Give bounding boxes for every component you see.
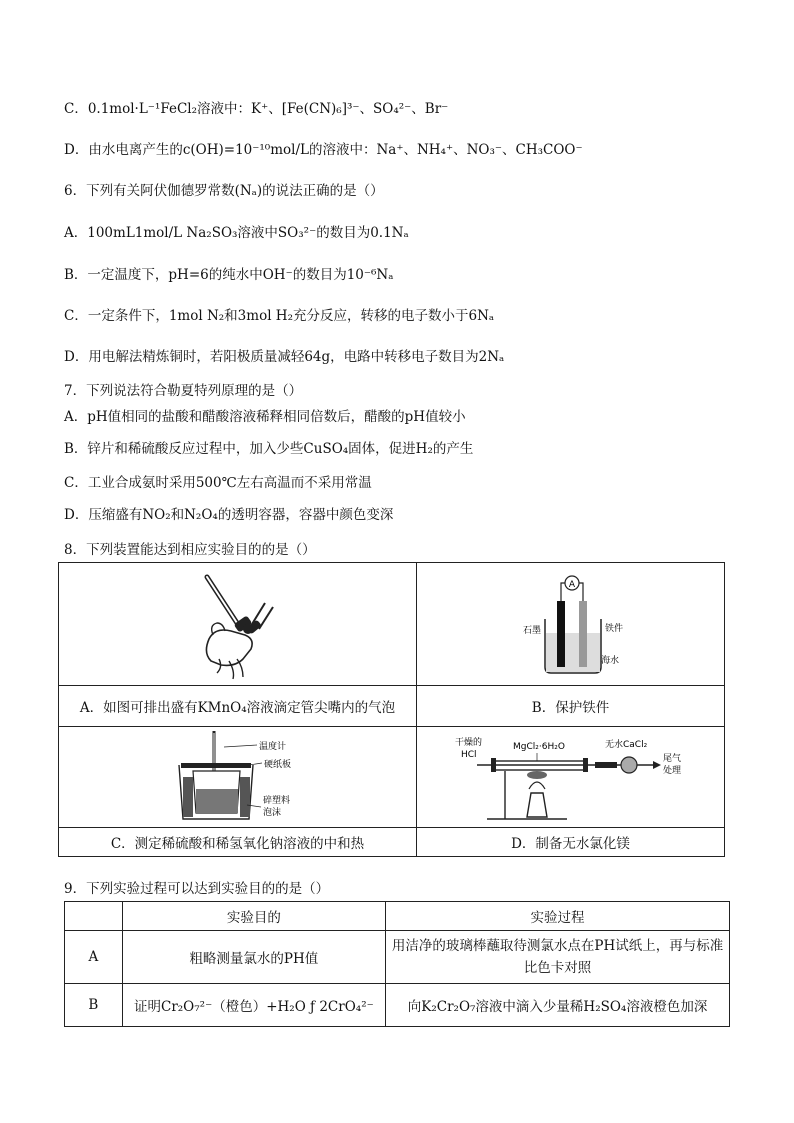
table-row [65, 984, 730, 1027]
q8-figure-a-cell [59, 563, 417, 686]
cardboard-label: 硬纸板 [264, 760, 292, 770]
tail-gas-label-1: 尾气 [663, 754, 682, 764]
row-purpose: 证明Cr₂O₇²⁻（橙色）+H₂O ƒ 2CrO₄²⁻ [122, 984, 385, 1027]
salt-label: MgCl₂·6H₂O [513, 742, 565, 752]
cacl2-label: 无水CaCl₂ [605, 740, 648, 750]
q6-option-d: D．用电解法精炼铜时，若阳极质量减轻64g，电路中转移电子数目为2Nₐ [64, 349, 505, 365]
q6-option-a: A．100mL1mol/L Na₂SO₃溶液中SO₃²⁻的数目为0.1Nₐ [64, 225, 409, 241]
thermometer-label: 温度计 [259, 742, 287, 752]
q8-figure-c [59, 727, 416, 827]
table-row [65, 931, 730, 984]
tail-gas-label-2: 处理 [663, 766, 682, 776]
hcl-label-2: HCl [461, 750, 477, 760]
q5-option-d: D．由水电离产生的c(OH)=10⁻¹⁰mol/L的溶液中：Na⁺、NH₄⁺、NO₃⁻、CH₃COO⁻ [64, 142, 583, 158]
graphite-label: 石墨 [523, 626, 542, 636]
q8-option-b: B．保护铁件 [417, 686, 725, 727]
q7-stem: 7．下列说法符合勒夏特列原理的是（） [64, 383, 303, 399]
q9-stem: 9．下列实验过程可以达到实验目的的是（） [64, 881, 330, 897]
q8-option-a: A．如图可排出盛有KMnO₄溶液滴定管尖嘴内的气泡 [59, 686, 417, 727]
table-header-cell-empty [65, 902, 123, 931]
row-label: A [65, 931, 123, 984]
hcl-label-1: 干燥的 [455, 738, 483, 748]
q7-option-a: A．pH值相同的盐酸和醋酸溶液稀释相同倍数后，醋酸的pH值较小 [64, 409, 466, 425]
seawater-label: 海水 [601, 656, 620, 666]
q7-option-d: D．压缩盛有NO₂和N₂O₄的透明容器，容器中颜色变深 [64, 507, 394, 523]
table-header-purpose: 实验目的 [122, 902, 385, 931]
row-label: B [65, 984, 123, 1027]
dehydration-apparatus-illustration [417, 727, 724, 827]
q8-stem: 8．下列装置能达到相应实验目的的是（） [64, 542, 316, 558]
q6-stem: 6．下列有关阿伏伽德罗常数(Nₐ)的说法正确的是（） [64, 183, 384, 199]
q8-figure-table [58, 562, 725, 857]
q8-figure-d-cell [417, 727, 725, 828]
q7-option-b: B．锌片和稀硫酸反应过程中，加入少些CuSO₄固体，促进H₂的产生 [64, 441, 474, 457]
calorimeter-illustration [59, 727, 416, 827]
q7-option-c: C．工业合成氨时采用500℃左右高温而不采用常温 [64, 475, 372, 491]
foam-label-1: 碎塑料 [263, 796, 291, 806]
q9-table [64, 901, 730, 1027]
q8-figure-b [417, 563, 724, 685]
table-header-process: 实验过程 [386, 902, 730, 931]
q5-option-c: C．0.1mol·L⁻¹FeCl₂溶液中：K⁺、[Fe(CN)₆]³⁻、SO₄²⁻、Br⁻ [64, 101, 449, 117]
row-process-line-1: 用洁净的玻璃棒蘸取待测氯水点在PH试纸上，再与标准 [391, 938, 724, 954]
ammeter-label: A [568, 580, 576, 590]
iron-label: 铁件 [605, 624, 624, 634]
q6-option-b: B．一定温度下，pH=6的纯水中OH⁻的数目为10⁻⁶Nₐ [64, 267, 394, 283]
foam-label-2: 泡沫 [263, 808, 282, 818]
q8-figure-c-cell [59, 727, 417, 828]
electrolysis-cell-illustration [417, 563, 724, 685]
row-process: 向K₂Cr₂O₇溶液中滴入少量稀H₂SO₄溶液橙色加深 [386, 984, 730, 1027]
burette-hand-illustration [59, 563, 416, 685]
row-purpose: 粗略测量氯水的PH值 [122, 931, 385, 984]
q6-option-c: C．一定条件下，1mol N₂和3mol H₂充分反应，转移的电子数小于6Nₐ [64, 308, 495, 324]
table-header-row [65, 902, 730, 931]
q8-option-c: C．测定稀硫酸和稀氢氧化钠溶液的中和热 [59, 828, 417, 857]
row-process [386, 931, 730, 984]
q8-option-d: D．制备无水氯化镁 [417, 828, 725, 857]
q8-figure-b-cell [417, 563, 725, 686]
q8-figure-d [417, 727, 724, 827]
q8-figure-a [59, 563, 416, 685]
row-process-line-2: 比色卡对照 [523, 960, 592, 976]
